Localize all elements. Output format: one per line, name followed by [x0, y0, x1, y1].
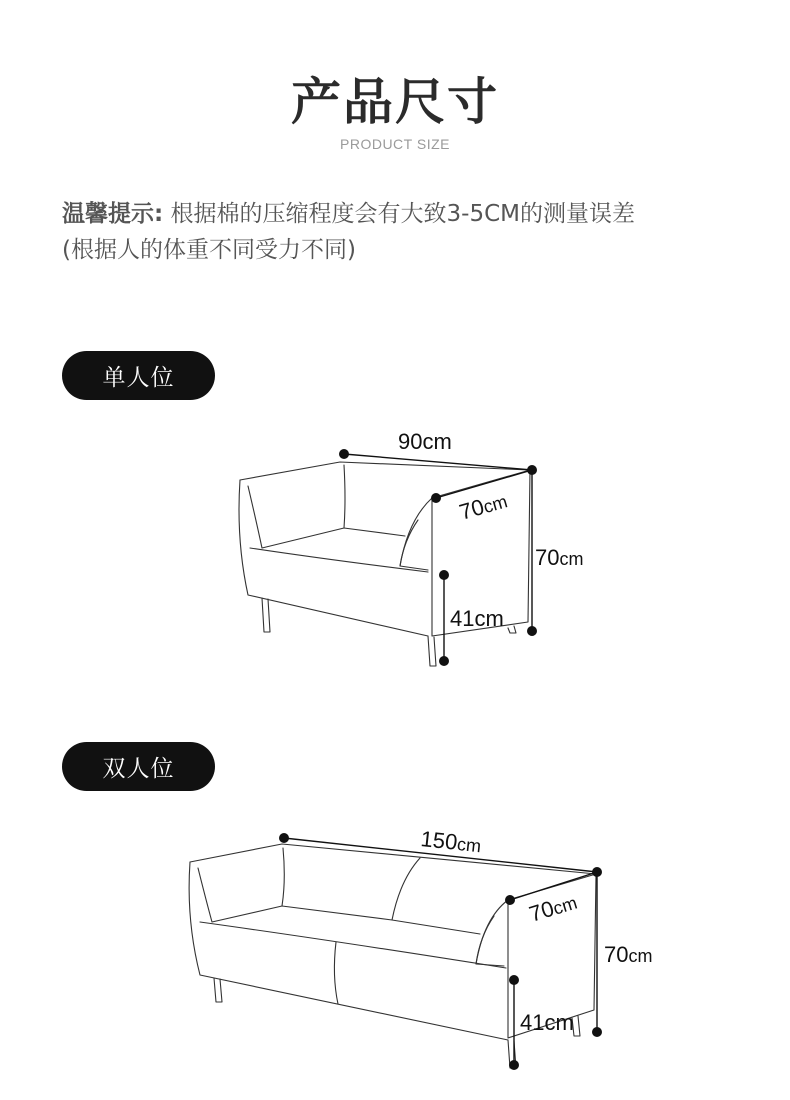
tip-text: 根据棉的压缩程度会有大致3-5CM的测量误差 [163, 201, 635, 227]
tip-label: 温馨提示: [62, 201, 164, 227]
tip-text-line2: (根据人的体重不同受力不同) [62, 237, 356, 263]
double-sofa-diagram [0, 820, 790, 1095]
single-sofa-drawing [0, 420, 790, 680]
double-depth-label: 70cm [526, 892, 580, 927]
single-seat-badge: 单人位 [62, 351, 215, 400]
single-width-label: 90cm [398, 429, 452, 454]
page-subtitle: PRODUCT SIZE [340, 136, 450, 152]
single-height-label: 70cm [535, 545, 584, 570]
single-sofa-outline [239, 462, 530, 666]
single-seat-height-label: 41cm [450, 606, 504, 631]
double-sofa-drawing [0, 820, 790, 1095]
double-width-label: 150cm [419, 826, 483, 857]
page-title: 产品尺寸 [291, 73, 499, 131]
single-dimension-lines [344, 454, 532, 661]
tip-notice [62, 196, 752, 268]
single-sofa-diagram [0, 420, 790, 680]
double-seat-badge: 双人位 [62, 742, 215, 791]
single-dimension-dots [339, 449, 537, 666]
double-height-label: 70cm [604, 942, 653, 967]
double-seat-height-label: 41cm [520, 1010, 574, 1035]
single-depth-label: 70cm [456, 491, 510, 525]
